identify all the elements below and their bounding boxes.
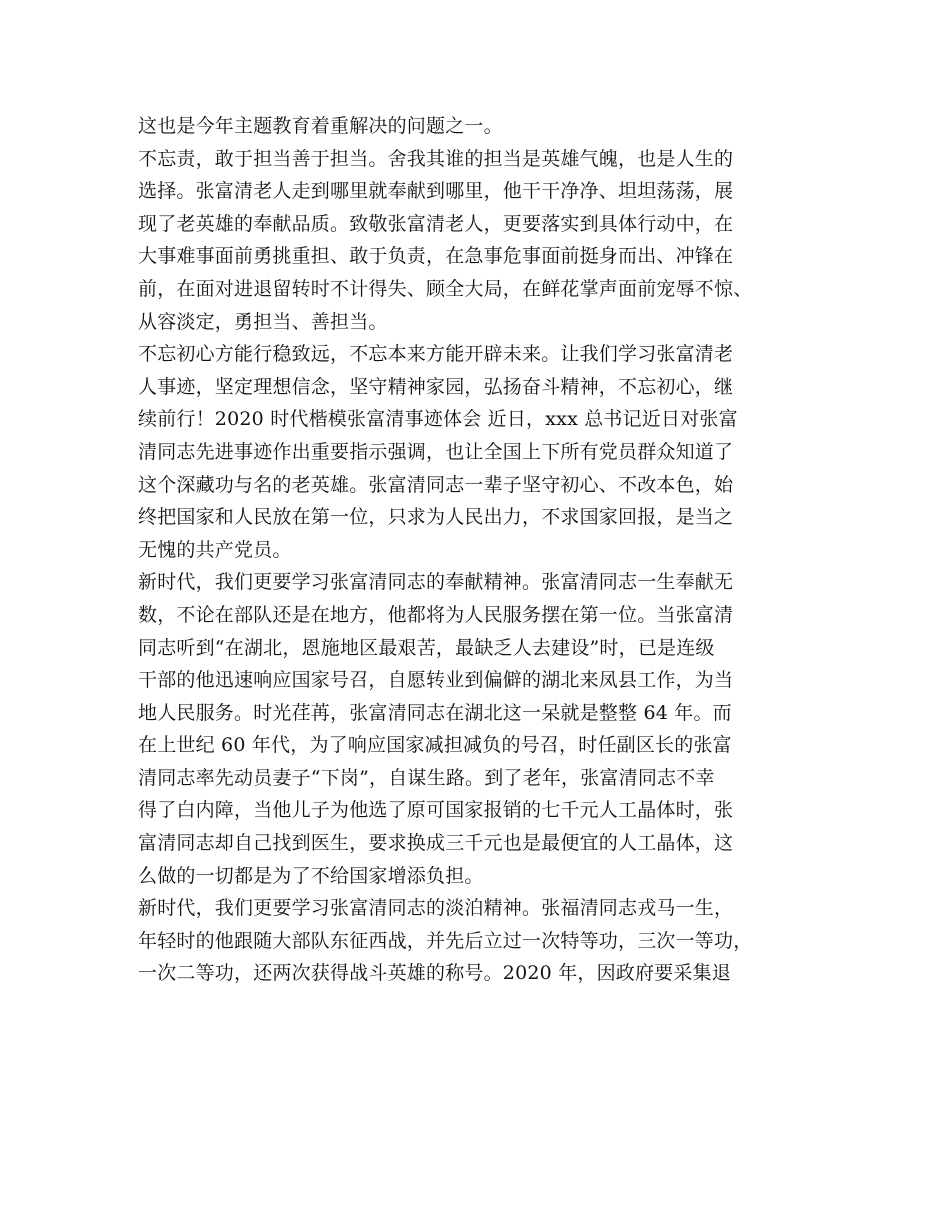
text-line: 清同志率先动员妻子“下岗”，自谋生路。到了老年，张富清同志不幸 xyxy=(138,766,715,789)
text-line: 富清同志却自己找到医生，要求换成三千元也是最便宜的人工晶体，这 xyxy=(138,832,734,855)
text-line: 从容淡定，勇担当、善担当。 xyxy=(138,310,388,333)
text-line: 清同志先进事迹作出重要指示强调，也让全国上下所有党员群众知道了 xyxy=(138,440,734,463)
text-line: 续前行！2020 时代楷模张富清事迹体会 近日，xxx 总书记近日对张富 xyxy=(138,408,738,431)
text-line: 不忘责，敢于担当善于担当。舍我其谁的担当是英雄气魄，也是人生的 xyxy=(138,147,734,170)
document-body xyxy=(138,110,828,990)
text-line: 现了老英雄的奉献品质。致敬张富清老人，更要落实到具体行动中，在 xyxy=(138,212,734,235)
text-line: 么做的一切都是为了不给国家增添负担。 xyxy=(138,864,484,887)
text-line: 这个深藏功与名的老英雄。张富清同志一辈子坚守初心、不改本色，始 xyxy=(138,473,734,496)
text-line: 选择。张富清老人走到哪里就奉献到哪里，他干干净净、坦坦荡荡，展 xyxy=(138,180,734,203)
text-line: 地人民服务。时光荏苒，张富清同志在湖北这一呆就是整整 64 年。而 xyxy=(138,701,732,724)
text-line: 同志听到“在湖北，恩施地区最艰苦，最缺乏人去建设”时，已是连级 xyxy=(138,636,715,659)
text-line: 数，不论在部队还是在地方，他都将为人民服务摆在第一位。当张富清 xyxy=(138,603,734,626)
text-line: 终把国家和人民放在第一位，只求为人民出力，不求国家回报，是当之 xyxy=(138,506,734,529)
text-line: 人事迹，坚定理想信念，坚守精神家园，弘扬奋斗精神，不忘初心，继 xyxy=(138,375,734,398)
text-line: 在上世纪 60 年代，为了响应国家减担减负的号召，时任副区长的张富 xyxy=(138,734,732,757)
text-line: 干部的他迅速响应国家号召，自愿转业到偏僻的湖北来凤县工作，为当 xyxy=(138,669,734,692)
text-line: 不忘初心方能行稳致远，不忘本来方能开辟未来。让我们学习张富清老 xyxy=(138,343,734,366)
text-line: 一次二等功，还两次获得战斗英雄的称号。2020 年，因政府要采集退 xyxy=(138,962,731,985)
text-line: 无愧的共产党员。 xyxy=(138,538,292,561)
text-line: 新时代，我们更要学习张富清同志的奉献精神。张富清同志一生奉献无 xyxy=(138,571,734,594)
text-line: 前，在面对进退留转时不计得失、顾全大局，在鲜花掌声面前宠辱不惊、 xyxy=(138,277,753,300)
text-line: 得了白内障，当他儿子为他选了原可国家报销的七千元人工晶体时，张 xyxy=(138,799,734,822)
text-line: 年轻时的他跟随大部队东征西战，并先后立过一次特等功，三次一等功， xyxy=(138,929,753,952)
text-line: 新时代，我们更要学习张富清同志的淡泊精神。张福清同志戎马一生， xyxy=(138,897,734,920)
text-line: 大事难事面前勇挑重担、敢于负责，在急事危事面前挺身而出、冲锋在 xyxy=(138,245,734,268)
text-line: 这也是今年主题教育着重解决的问题之一。 xyxy=(138,115,503,137)
